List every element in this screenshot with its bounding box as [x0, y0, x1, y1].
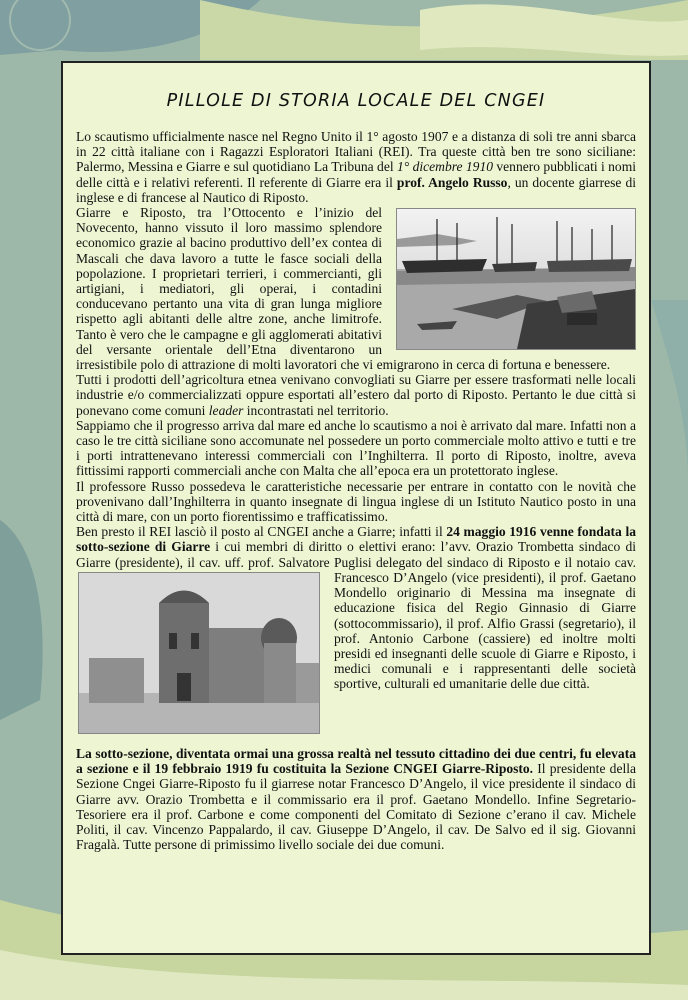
p3-text-a: Tutti i prodotti dell’agricoltura etnea venivano convogliati su Giarre per essere trasformati nelle locali industrie e/o commercializzati oppure esportati all’estero dal porto di Riposto. Pertanto le due città si ponevano come comuni — [76, 372, 636, 418]
p3-text-b: incontrastati nel territorio. — [243, 402, 389, 418]
cathedral-photo — [78, 572, 320, 734]
p1-text-a: Lo scautismo ufficialmente nasce nel Regno Unito il 1° agosto 1907 e a distanza di soli tre anni sbarca in 22 città italiane con i Ragazzi Esploratori Italiani (REI). Tra queste città ben tre sono siciliane: Palermo, Messina e Giarre e sul quotidiano La Tribuna del — [76, 129, 636, 175]
paragraph-5: Il professore Russo possedeva le caratteristiche necessarie per entrare in contatto con le novità che provenivano dall’Inghilterra in quanto insegnate di lingua inglese di un Istituto Nautico posto in una città di mare, con un porto fiorentissimo e trafficatissimo. — [76, 478, 636, 525]
p1-text-c: , un docente giarrese di inglese e di francese al Nautico di Riposto. — [76, 174, 637, 205]
paragraph-3 — [76, 372, 636, 418]
paragraph-1 — [76, 129, 636, 205]
paragraph-7 — [76, 746, 636, 852]
paragraph-gap — [76, 738, 636, 746]
paragraph-6 — [76, 524, 636, 691]
harbor-photo — [396, 208, 636, 350]
article-body — [76, 129, 636, 852]
paragraph-2: Giarre e Riposto, tra l’Ottocento e l’inizio del Novecento, hanno vissuto il loro massimo splendore economico grazie al bacino produttivo dell’ex contea di Mascali che dava lavoro a tutte le fasce sociali della popolazione. I proprietari terrieri, i commercianti, gli artigiani, i mediatori, gli operai, i contadini conducevano pertanto una vita di gran lunga migliore rispetto agli abitanti delle altre zone, anche limitrofe. Tanto è vero che le campagne e gli agglomerati abitativi del versante orientale dell’Etna diventarono un irresistibile polo di attrazione di molti lavoratori che vi emigrarono in cerca di fortuna e benessere. — [76, 205, 611, 373]
p6-text-b: i cui membri di diritto o elettivi erano: l’avv. Orazio Trombetta sindaco di Giarre (presidente), il cav. uff. prof. Salvatore Puglisi delegato del sindaco di Riposto e il notaio — [76, 539, 636, 570]
p7-bold: La sotto-sezione, diventata ormai una grossa realtà nel tessuto cittadino dei due centri, fu elevata a sezione e il 19 febbraio 1919 fu costituita la Sezione CNGEI Giarre-Riposto. — [76, 745, 636, 777]
paragraph-4: Sappiamo che il progresso arriva dal mare ed anche lo scautismo a noi è arrivato dal mare. Infatti non a caso le tre città siciliane sono accomunate nel possedere un porto commerciale molto attivo e tutti e tre i porti intrattenevano interessi commerciali con l’Inghilterra. Il porto di Riposto, inoltre, aveva fittissimi rapporti commerciali anche con Malta che all’epoca era un protettorato inglese. — [76, 417, 636, 479]
p1-name: prof. Angelo Russo — [396, 174, 508, 190]
page-title: PILLOLE DI STORIA LOCALE DEL CNGEI — [166, 91, 546, 111]
p3-em: leader — [208, 402, 244, 418]
p6-text-a: Ben presto il REI lasciò il posto al CNGEI anche a Giarre; infatti il — [76, 524, 447, 540]
article-panel — [61, 61, 651, 955]
p6-text-c: cav. Francesco D’Angelo (vice presidenti), il prof. Gaetano Mondello originario di Messina ma insegnate di educazione fisica del Regio Ginnasio di Giarre (sottocommissario), il prof. Alfio Grassi (segretario), il prof. Antonio Carbone (cassiere) ed inoltre molti presidi ed insegnanti delle scuole di Giarre e Riposto, i medici comunali e i rappresentanti delle società sportive, culturali ed umanitarie delle due città. — [334, 554, 636, 692]
p7-text-b: Il presidente della Sezione Cngei Giarre-Riposto fu il giarrese notar Francesco D’Angelo, il vice presidente il sindaco di Giarre avv. Orazio Trombetta e il commissario era il prof. Gaetano Mondello. Infine Segretario- Tesoriere era il prof. Carbone e come componenti del Comitato di Sezione c’erano il cav. Michele Politi, il cav. Vincenzo Pappalardo, il cav. Giuseppe D’Angelo, il cav. De Salvo ed il sig. Giovanni Fragalà. Tutte persone di primissimo livello sociale dei due comuni. — [76, 761, 636, 853]
p6-bold: 24 maggio 1916 venne fondata la sotto-sezione di Giarre — [76, 524, 636, 555]
p1-date: 1° dicembre 1910 — [397, 159, 493, 175]
p1-text-b: vennero pubblicati i nomi delle città e i relativi referenti. Il referente di Giarre era il — [76, 159, 636, 190]
